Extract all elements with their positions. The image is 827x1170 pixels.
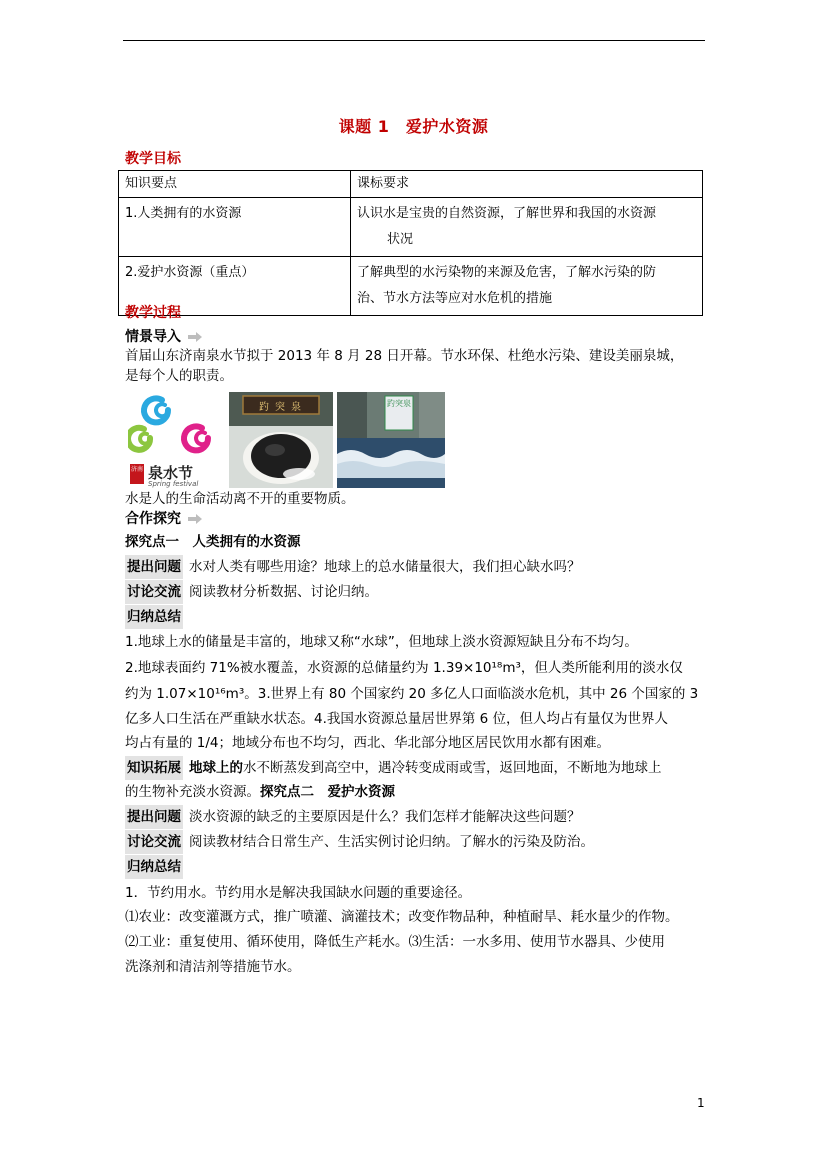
summary-line: ⑵工业：重复使用、循环使用，降低生产耗水。⑶生活：一水多用、使用节水器具、少使用 bbox=[125, 934, 665, 950]
req-line: 认识水是宝贵的自然资源，了解世界和我国的水资源 bbox=[357, 206, 657, 221]
arrow-right-icon bbox=[188, 332, 202, 342]
extension-text-cont: 的生物补充淡水资源。 bbox=[125, 784, 260, 800]
table-header-row bbox=[119, 171, 703, 198]
question-tag: 提出问题 bbox=[125, 555, 183, 579]
explore1-heading: 探究点一 人类拥有的水资源 bbox=[125, 534, 301, 550]
summary-tag: 归纳总结 bbox=[125, 855, 183, 879]
arrow-right-icon bbox=[188, 514, 202, 524]
req-line: 状况 bbox=[387, 232, 414, 247]
summary-line: 均占有量的 1/4；地域分布也不均匀，西北、华北部分地区居民饮用水都有困难。 bbox=[125, 735, 611, 751]
table-cell-req bbox=[351, 198, 703, 257]
question-tag: 提出问题 bbox=[125, 805, 183, 829]
summary-line: 约为 1.07×10¹⁶m³。3.世界上有 80 个国家约 20 多亿人口面临淡水危机，其中 26 个国家的 3 bbox=[125, 686, 699, 702]
table-row bbox=[119, 257, 703, 316]
explore1-discussion bbox=[125, 580, 710, 604]
table-header-cell: 知识要点 bbox=[119, 171, 351, 198]
spring-photo-2 bbox=[337, 392, 445, 488]
summary-line: 洗涤剂和清洁剂等措施节水。 bbox=[125, 959, 301, 975]
table-cell-point: 1.人类拥有的水资源 bbox=[119, 198, 351, 257]
process-heading: 教学过程 bbox=[125, 305, 181, 321]
table-cell-point: 2.爱护水资源（重点） bbox=[119, 257, 351, 316]
table-cell-req bbox=[351, 257, 703, 316]
question-text: 淡水资源的缺乏的主要原因是什么？我们怎样才能解决这些问题？ bbox=[189, 809, 581, 825]
extension-text: 水不断蒸发到高空中，遇冷转变成雨或雪，返回地面，不断地为地球上 bbox=[243, 760, 662, 776]
page-number: 1 bbox=[697, 1096, 705, 1110]
explore2-question bbox=[125, 805, 710, 829]
knowledge-extension bbox=[125, 756, 710, 780]
discussion-text: 阅读教材分析数据、讨论归纳。 bbox=[189, 584, 378, 600]
summary-line: 2.地球表面约 71%被水覆盖，水资源的总储量约为 1.39×10¹⁸m³，但人类所能利用的淡水仅 bbox=[125, 660, 683, 676]
logo-subtext: Spring festival bbox=[148, 480, 199, 488]
discussion-tag: 讨论交流 bbox=[125, 830, 183, 854]
extension-tag: 知识拓展 bbox=[125, 756, 183, 780]
question-text: 水对人类有哪些用途？地球上的总水储量很大，我们担心缺水吗？ bbox=[189, 559, 581, 575]
discussion-tag: 讨论交流 bbox=[125, 580, 183, 604]
req-line: 治、节水方法等应对水危机的措施 bbox=[357, 291, 553, 306]
coop-heading bbox=[125, 508, 202, 528]
goals-heading: 教学目标 bbox=[125, 151, 181, 167]
spring-festival-logo bbox=[128, 392, 226, 488]
req-line: 了解典型的水污染物的来源及危害，了解水污染的防 bbox=[357, 265, 657, 280]
explore2-heading: 探究点二 爱护水资源 bbox=[260, 784, 395, 800]
explore2-summary-tag-row bbox=[125, 855, 710, 879]
logo-text: 泉水节 bbox=[148, 464, 194, 482]
table-row bbox=[119, 198, 703, 257]
explore1-summary-tag-row bbox=[125, 605, 710, 629]
summary-tag: 归纳总结 bbox=[125, 605, 183, 629]
header-rule bbox=[123, 40, 705, 41]
extension-bold-text: 地球上的 bbox=[189, 760, 243, 776]
summary-line: 1.地球上水的储量是丰富的，地球又称“水球”，但地球上淡水资源短缺且分布不均匀。 bbox=[125, 634, 638, 650]
knowledge-extension-cont bbox=[125, 780, 710, 804]
logo-seal-text: 济南 bbox=[131, 466, 144, 473]
intro-heading-label: 情景导入 bbox=[125, 329, 181, 345]
explore2-discussion bbox=[125, 830, 710, 854]
intro-after-images: 水是人的生命活动离不开的重要物质。 bbox=[125, 491, 355, 507]
photo-sign-text: 趵突泉 bbox=[259, 402, 307, 413]
summary-line: 1．节约用水。节约用水是解决我国缺水问题的重要途径。 bbox=[125, 885, 472, 901]
summary-line: 亿多人口生活在严重缺水状态。4.我国水资源总量居世界第 6 位，但人均占有量仅为世界人 bbox=[125, 711, 669, 727]
explore1-question bbox=[125, 555, 710, 579]
intro-line: 是每个人的职责。 bbox=[125, 368, 233, 384]
table-header-cell: 课标要求 bbox=[351, 171, 703, 198]
spring-photo-1 bbox=[229, 392, 333, 488]
intro-heading bbox=[125, 326, 202, 346]
page-title: 课题 1 爱护水资源 bbox=[338, 117, 489, 136]
goals-table bbox=[118, 170, 703, 316]
photo-sign-text: 趵突泉 bbox=[387, 399, 411, 408]
discussion-text: 阅读教材结合日常生产、生活实例讨论归纳。了解水的污染及防治。 bbox=[189, 834, 594, 850]
intro-line: 首届山东济南泉水节拟于 2013 年 8 月 28 日开幕。节水环保、杜绝水污染、建设美丽泉城， bbox=[125, 348, 684, 364]
coop-heading-label: 合作探究 bbox=[125, 511, 181, 527]
summary-line: ⑴农业：改变灌溉方式，推广喷灌、滴灌技术；改变作物品种，种植耐旱、耗水量少的作物。 bbox=[125, 909, 679, 925]
